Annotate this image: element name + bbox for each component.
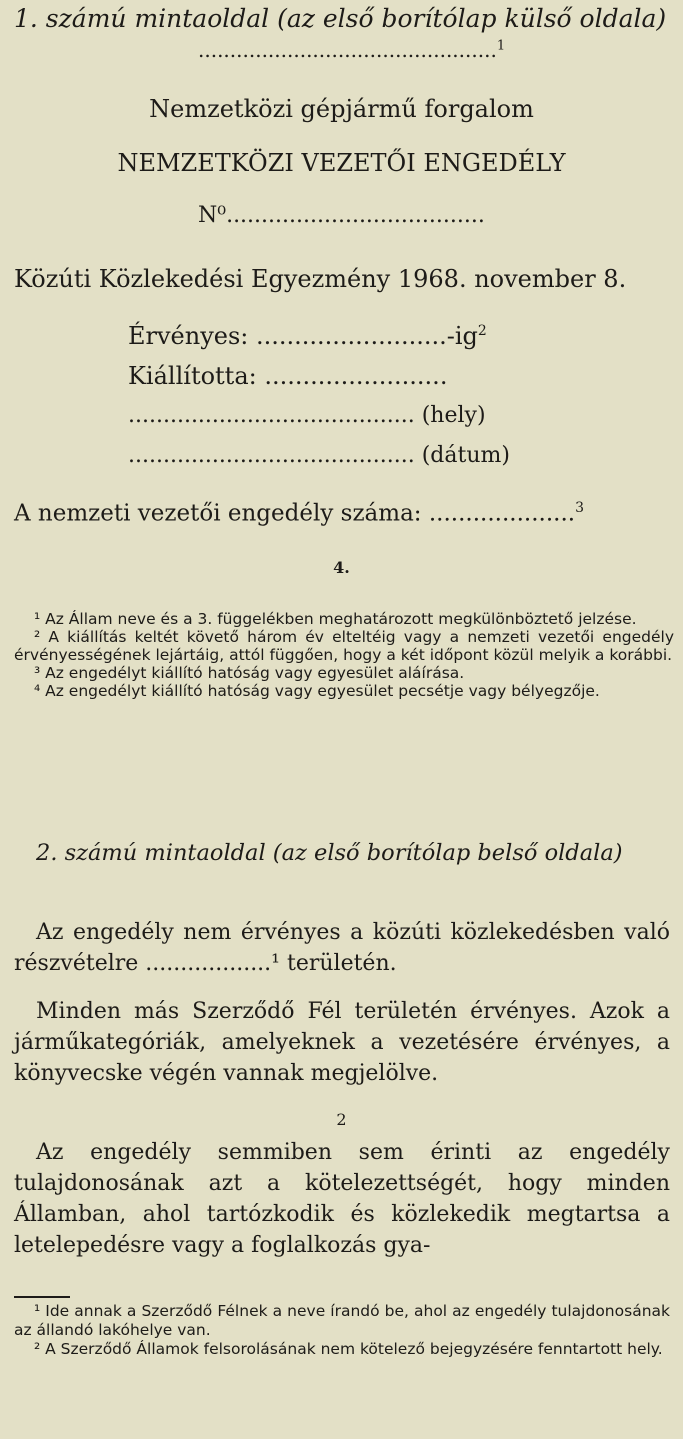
page-1-footnotes	[14, 610, 674, 700]
title-international-driving-permit: NEMZETKÖZI VEZETŐI ENGEDÉLY	[117, 149, 566, 177]
footnote-divider	[14, 1296, 70, 1298]
date-field: ......................................... (dátum)	[128, 443, 510, 468]
footnote-3: ³ Az engedélyt kiállító hatóság vagy egyesület aláírása.	[34, 664, 465, 682]
footnote-2: ² A kiállítás keltét követő három év elteltéig vagy a nemzeti vezetői engedély érvényességének lejártáig, attól függően, hogy a két időpont közül melyik a korábbi.	[14, 628, 674, 664]
footnote-4: ⁴ Az engedélyt kiállító hatóság vagy egyesület pecsétje vagy bélyegzője.	[34, 682, 600, 700]
stamp-reference: 4.	[333, 558, 350, 577]
sample-page-1-heading: 1. számú mintaoldal (az első borítólap külső oldala)	[14, 4, 667, 33]
page-number: 2	[336, 1110, 347, 1129]
paragraph-not-valid: Az engedély nem érvényes a közúti közlekedésben való részvételre ..................¹ területén.	[14, 920, 670, 976]
title-international-traffic: Nemzetközi gépjármű forgalom	[149, 95, 534, 123]
paragraph-valid-elsewhere: Minden más Szerződő Fél területén érvényes. Azok a járműkategóriák, amelyeknek a vezetésére érvényes, a könyvecske végén vannak megjelölve.	[14, 999, 670, 1086]
sample-page-2-heading: 2. számú mintaoldal (az első borítólap belső oldala)	[36, 840, 623, 866]
reference-dots-line: ...............................................$^1$	[198, 38, 506, 62]
issued-by-field: Kiállította: ........................	[128, 362, 448, 390]
national-permit-number-field: A nemzeti vezetői engedély száma: ....................$^3$	[14, 500, 584, 527]
permit-number-field: N⁰.....................................	[198, 203, 485, 228]
footnote-1: ¹ Ide annak a Szerződő Félnek a neve írandó be, ahol az engedély tulajdonosának az állandó lakóhelye van.	[14, 1302, 670, 1339]
page-2-footnotes	[14, 1302, 670, 1359]
footnote-1: ¹ Az Állam neve és a 3. függelékben meghatározott megkülönböztető jelzése.	[34, 610, 637, 628]
place-field: ......................................... (hely)	[128, 403, 486, 428]
footnote-2: ² A Szerződő Államok felsorolásának nem kötelező bejegyzésére fenntartott hely.	[34, 1340, 663, 1358]
valid-until-field: Érvényes: $.........................-ig^2$	[128, 322, 487, 350]
paragraph-obligations: Az engedély semmiben sem érinti az engedély tulajdonosának azt a kötelezettségét, hogy minden Államban, ahol tartózkodik és közlekedik megtartsa a letelepedésre vagy a foglalkozás gya-	[14, 1140, 670, 1258]
convention-line: Közúti Közlekedési Egyezmény 1968. november 8.	[14, 265, 627, 293]
